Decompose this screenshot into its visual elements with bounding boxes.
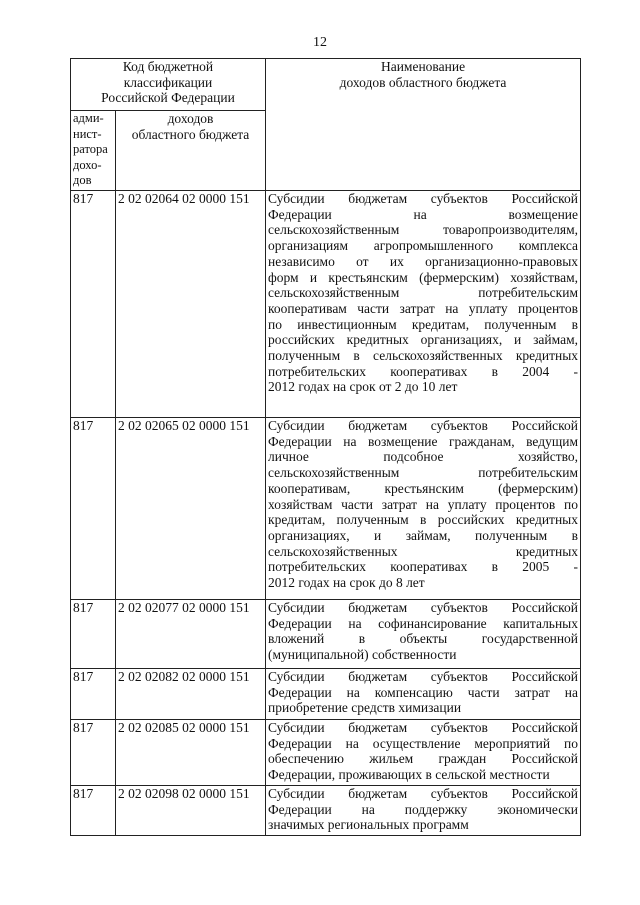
- table-row: [71, 669, 581, 720]
- table-row: [71, 786, 581, 836]
- income-name-header: Наименование доходов областного бюджета: [266, 59, 581, 191]
- table-row: [71, 191, 581, 418]
- budget-income-table: [70, 58, 581, 836]
- income-code: 2 02 02064 02 0000 151: [116, 191, 266, 418]
- page-number: 12: [313, 35, 327, 50]
- admin-code: 817: [71, 600, 116, 669]
- table-row: [71, 720, 581, 786]
- income-description: Субсидии бюджетам субъектов Российской Федерации на поддержку экономически значимых региональных программ: [266, 786, 581, 836]
- admin-code: 817: [71, 418, 116, 600]
- income-description: Субсидии бюджетам субъектов Российской Федерации на осуществление мероприятий по обеспечению жильем граждан Российской Федерации, проживающих в сельской местности: [266, 720, 581, 786]
- table-row: [71, 418, 581, 600]
- admin-code: 817: [71, 191, 116, 418]
- income-code: 2 02 02085 02 0000 151: [116, 720, 266, 786]
- income-code: 2 02 02077 02 0000 151: [116, 600, 266, 669]
- income-code: 2 02 02082 02 0000 151: [116, 669, 266, 720]
- income-description: Субсидии бюджетам субъектов Российской Федерации на возмещение гражданам, ведущим личное подсобное хозяйство, сельскохозяйственным потребительским кооперативам, крестьянским (фермерским) хозяйствам части затрат на уплату процентов по кредитам, полученным в российских кредитных организациях, и займам, полученным в сельскохозяйственных кредитных потребительских кооперативах в 2005 - 2012 годах на срок до 8 лет: [266, 418, 581, 600]
- budget-classification-header: Код бюджетной классификации Российской Федерации: [71, 59, 266, 111]
- admin-code: 817: [71, 720, 116, 786]
- income-code: 2 02 02098 02 0000 151: [116, 786, 266, 836]
- income-description: Субсидии бюджетам субъектов Российской Федерации на возмещение сельскохозяйственным товаропроизводителям, организациям агропромышленного комплекса независимо от их организационно-правовых форм и крестьянским (фермерским) хозяйствам, сельскохозяйственным потребительским кооперативам части затрат на уплату процентов по инвестиционным кредитам, полученным в российских кредитных организациях, и займам, полученным в сельскохозяйственных кредитных потребительских кооперативах в 2004 - 2012 годах на срок от 2 до 10 лет: [266, 191, 581, 418]
- income-code: 2 02 02065 02 0000 151: [116, 418, 266, 600]
- income-code-header: доходов областного бюджета: [116, 111, 266, 191]
- income-description: Субсидии бюджетам субъектов Российской Федерации на компенсацию части затрат на приобретение средств химизации: [266, 669, 581, 720]
- administrator-header: адми- нист- ратора дохо- дов: [71, 111, 116, 191]
- table-row: [71, 600, 581, 669]
- admin-code: 817: [71, 786, 116, 836]
- admin-code: 817: [71, 669, 116, 720]
- income-description: Субсидии бюджетам субъектов Российской Федерации на софинансирование капитальных вложений в объекты государственной (муниципальной) собственности: [266, 600, 581, 669]
